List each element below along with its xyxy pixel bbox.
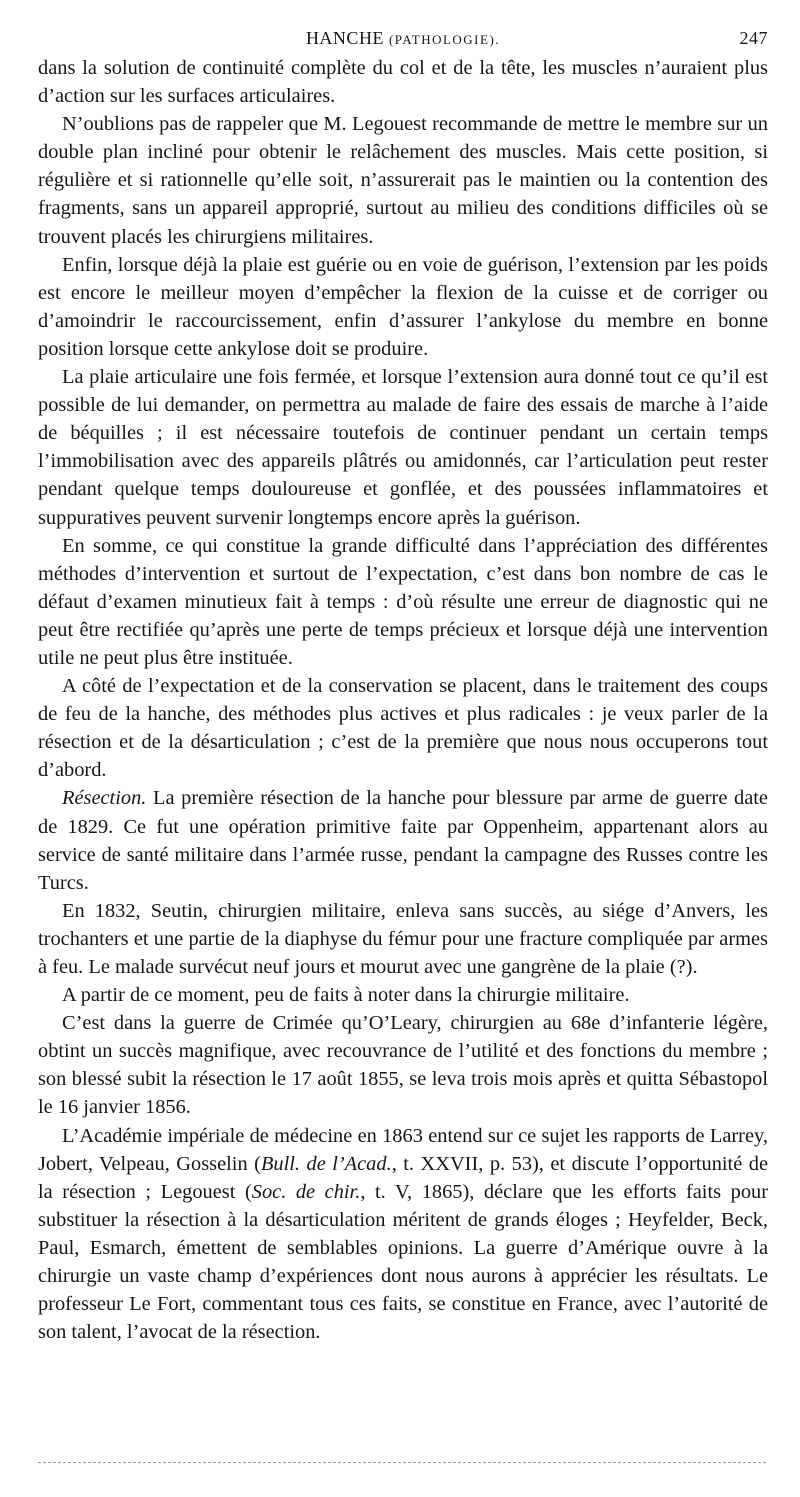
text-run: C’est dans la guerre de Crimée qu’O’Leary, chirurgien au 68e d’infanterie légère, obtint un succès magnifique, avec recouvrance de l’utilité et des fonctions du membre ; son blessé subit la résection le 17 août 1855, se leva trois mois après et quitta Sébastopol le 16 janvier 1856. [38,1012,768,1119]
italic-text: Bull. de l’Acad. [260,1152,392,1175]
body-text [38,54,768,1346]
paragraph [38,110,768,250]
text-run: En 1832, Seutin, chirurgien militaire, enleva sans succès, au siége d’Anvers, les trochanters et une partie de la diaphyse du fémur pour une fracture compliquée par armes à feu. Le malade survécut neuf jours et mourut avec une gangrène de la plaie (?). [38,899,768,978]
text-run: A côté de l’expectation et de la conservation se placent, dans le traitement des coups de feu de la hanche, des méthodes plus actives et plus radicales : je veux parler de la résection et de la désarticulation ; c’est de la première que nous nous occuperons tout d’abord. [38,675,768,782]
paragraph [38,251,768,363]
footer-rule [38,1462,766,1463]
text-run: N’oublions pas de rappeler que M. Legouest recommande de mettre le membre sur un double plan incliné pour obtenir le relâchement des muscles. Mais cette position, si régulière et si rationnelle qu’elle soit, n’assurerait pas le maintien ou la contention des fragments, sans un appareil approprié, surtout au milieu des conditions difficiles où se trouvent placés les chirurgiens militaires. [38,113,768,248]
paragraph [38,1009,768,1121]
text-run: , t. XXVII, p. 53), et discute l’opportunité de la résection ; Legouest ( [38,1152,769,1203]
text-run: La première résection de la hanche pour blessure par arme de guerre date de 1829. Ce fut une opération primitive faite par Oppenheim, appartenant alors au service de santé militaire dans l’armée russe, pendant la campagne des Russes contre les Turcs. [38,787,768,894]
paragraph [38,981,768,1009]
running-head [38,28,768,54]
text-run: Enfin, lorsque déjà la plaie est guérie ou en voie de guérison, l’extension par les poids est encore le meilleur moyen d’empêcher la flexion de la cuisse et de corriger ou d’amoindrir le raccourcissement, enfin d’assurer l’ankylose du membre en bonne position lorsque cette ankylose doit se produire. [38,253,768,360]
text-run: A partir de ce moment, peu de faits à noter dans la chirurgie militaire. [62,984,630,1007]
paragraph [38,532,768,672]
paragraph [38,1122,768,1347]
page [38,28,768,1346]
text-run: En somme, ce qui constitue la grande difficulté dans l’appréciation des différentes méthodes d’intervention et surtout de l’expectation, c’est dans bon nombre de cas le défaut d’examen minutieux fait à temps : d’où résulte une erreur de diagnostic qui ne peut être rectifiée qu’après une perte de temps précieux et lorsque déjà une intervention utile ne peut plus être instituée. [38,534,768,669]
italic-text: Résection. [62,787,147,810]
paragraph [38,54,768,110]
paragraph [38,897,768,981]
running-title-subtitle: (PATHOLOGIE). [388,32,501,47]
paragraph [38,672,768,784]
paragraph [38,784,768,896]
text-run: L’Académie impériale de médecine en 1863 entend sur ce sujet les rapports de Larrey, Jobert, Velpeau, Gosselin ( [38,1124,768,1175]
italic-text: Soc. de chir. [251,1180,361,1203]
text-run: dans la solution de continuité complète du col et de la tête, les muscles n’auraient plus d’action sur les surfaces articulaires. [38,57,768,108]
paragraph [38,363,768,532]
text-run: , t. V, 1865), déclare que les efforts faits pour substituer la résection à la désarticulation méritent de grands éloges ; Heyfelder, Beck, Paul, Esmarch, émettent de semblables opinions. La guerre d’Amérique ouvre à la chirurgie un vaste champ d’expériences dont nous aurons à apprécier les résultats. Le professeur Le Fort, commentant tous ces faits, se constitue en France, avec l’autorité de son talent, l’avocat de la résection. [38,1180,768,1344]
text-run: La plaie articulaire une fois fermée, et lorsque l’extension aura donné tout ce qu’il est possible de lui demander, on permettra au malade de faire des essais de marche à l’aide de béquilles ; il est nécessaire toutefois de continuer pendant un certain temps l’immobilisation avec des appareils plâtrés ou amidonnés, car l’articulation peut rester pendant quelque temps douloureuse et gonflée, et des poussées inflammatoires et suppuratives peuvent survenir longtemps encore après la guérison. [38,366,768,529]
running-title [38,28,768,49]
page-number: 247 [739,28,768,48]
running-title-main: HANCHE [305,28,384,48]
